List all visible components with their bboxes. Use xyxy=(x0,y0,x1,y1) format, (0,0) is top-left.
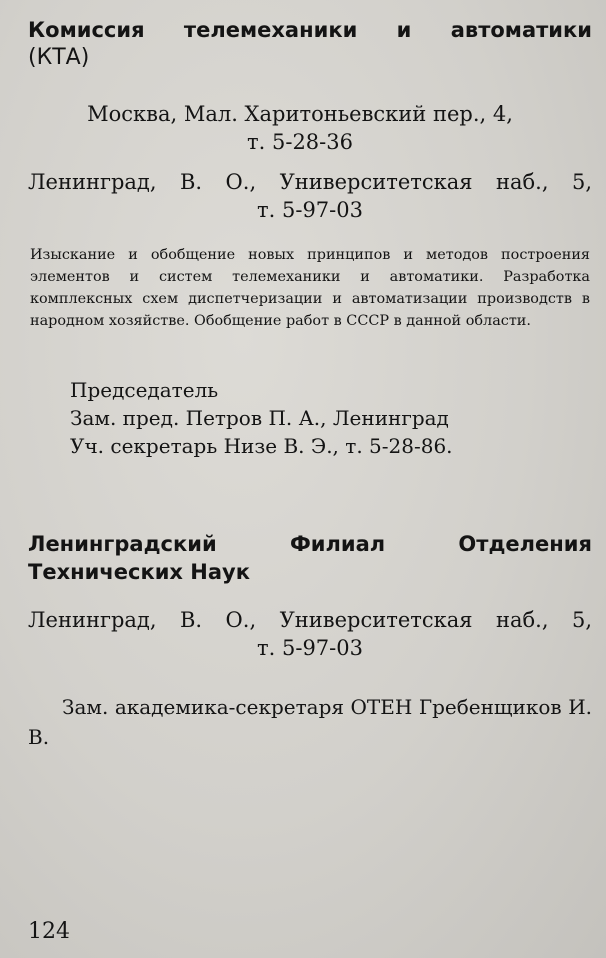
kta-chairman: Председатель xyxy=(70,378,219,402)
kta-heading-title: Комиссия телемеханики и автоматики xyxy=(28,18,592,42)
branch-leningrad-address xyxy=(28,606,592,662)
kta-description: Изыскание и обобщение новых принципов и методов построения элементов и систем телемеханики и автоматики. Разработка комплексных схем диспетчеризации и автоматизации производств в народном хозяйстве. Обобщение работ в СССР в данной области. xyxy=(30,247,590,329)
leningrad-branch-heading: Ленинградский Филиал Отделения Технических Наук xyxy=(28,532,592,584)
kta-deputy-chairman: Зам. пред. Петров П. А., Ленинград xyxy=(70,406,449,430)
kta-moscow-street: Москва, Мал. Харитоньевский пер., 4, xyxy=(87,102,513,126)
kta-heading-abbreviation: (КТА) xyxy=(28,45,90,70)
kta-leningrad-street: Ленинград, В. О., Университетская наб., 5, xyxy=(28,170,592,194)
kta-secretary: Уч. секретарь Низе В. Э., т. 5-28-86. xyxy=(70,434,453,458)
kta-moscow-address xyxy=(60,100,540,156)
page-number: 124 xyxy=(28,919,70,944)
branch-leningrad-phone: т. 5-97-03 xyxy=(257,636,363,660)
kta-leningrad-phone: т. 5-97-03 xyxy=(257,198,363,222)
kta-staff xyxy=(70,376,590,460)
branch-leningrad-street: Ленинград, В. О., Университетская наб., 5, xyxy=(28,608,592,632)
kta-moscow-phone: т. 5-28-36 xyxy=(247,130,353,154)
branch-deputy: Зам. академика-секретаря ОТЕН Гребенщиков И. В. xyxy=(28,695,592,749)
kta-heading xyxy=(28,16,592,72)
kta-leningrad-address xyxy=(28,168,592,224)
